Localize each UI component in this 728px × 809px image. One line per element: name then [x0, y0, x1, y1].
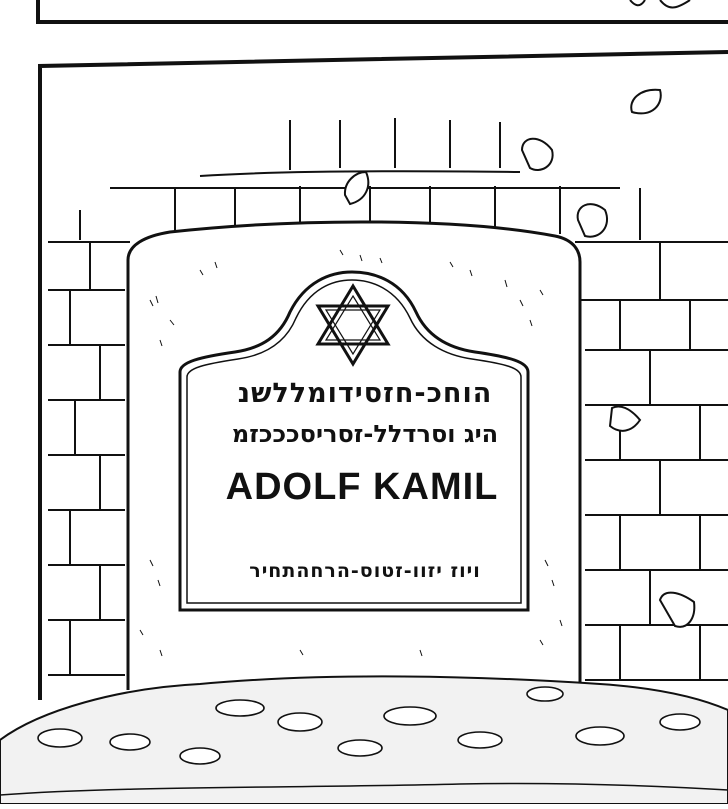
inscription-line-2: היג וסרדלל-זסריסכככזמ: [231, 420, 499, 448]
inscription-line-4: ויוז יזוו-זטוס-הרחהתחיר: [249, 560, 481, 582]
top-panel-border: [38, 0, 728, 22]
inscription-name: ADOLF KAMIL: [225, 466, 499, 508]
inscription-line-1: הוחכ-חזסידומללשנ: [237, 378, 493, 409]
